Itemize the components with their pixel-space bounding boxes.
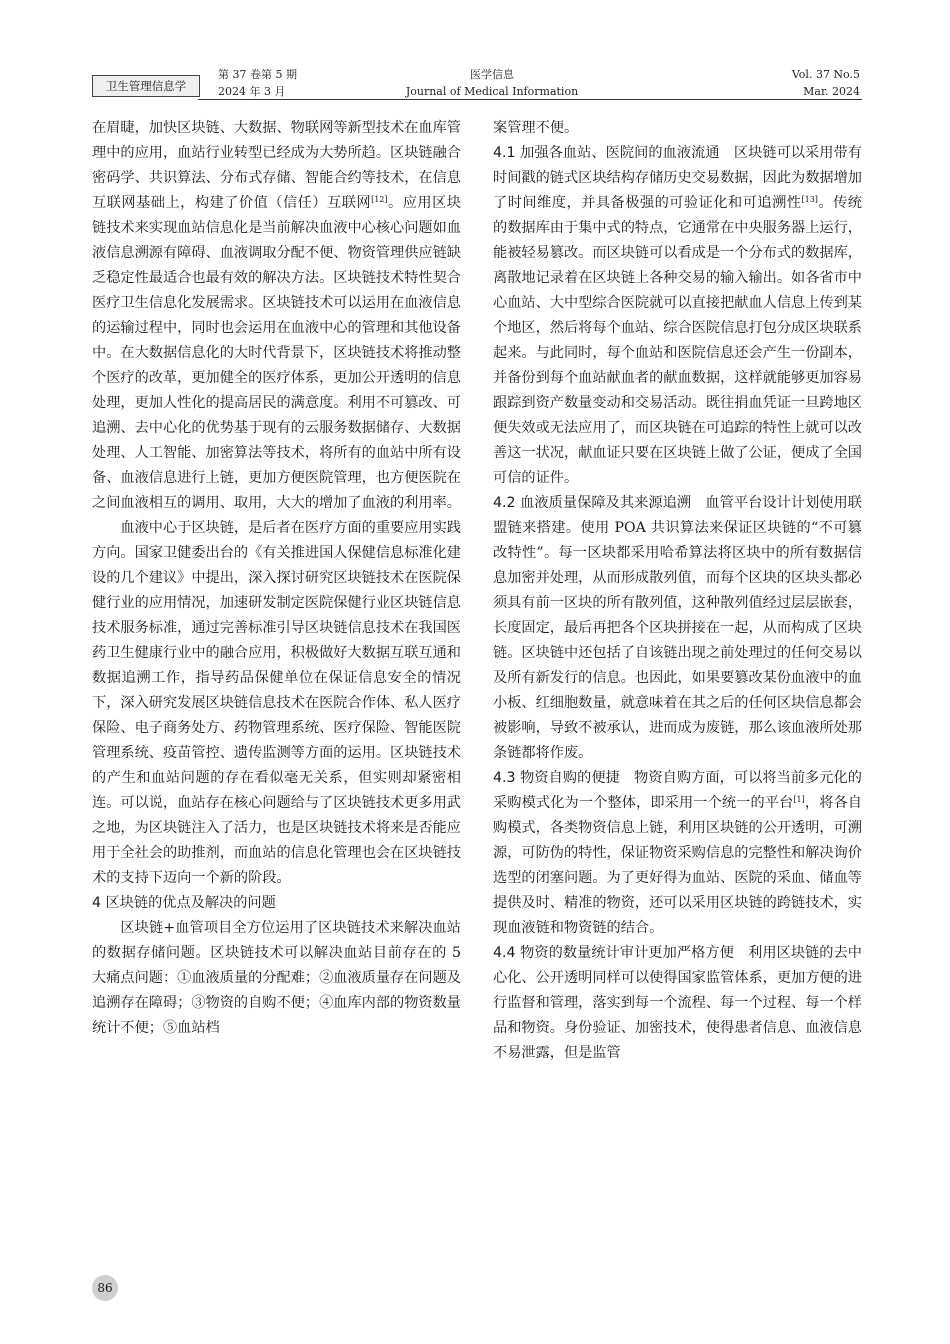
text-run: 在眉睫，加快区块链、大数据、物联网等新型技术在血库管理中的应用，血站行业转型已经成为大势所趋。区块链融合密码学、共识算法、分布式存储、智能合约等技术，在信息互联网基础上，构建了价值（信任）互联网 [92,120,461,211]
text-run: 。传统的数据库由于集中式的特点，它通常在中央服务器上运行，能被轻易篡改。而区块链可以看成是一个分布式的数据库，离散地记录着在区块链上各种交易的输入输出。如各省市中心血站、大中型综合医院就可以直接把献血人信息上传到某个地区，然后将每个血站、综合医院信息打包分成区块联系起来。与此同时，每个血站和医院信息还会产生一份副本，并备份到每个血站献血者的献血数据，这样就能够更加容易跟踪到资产数量变动和交易活动。既往捐血凭证一旦跨地区便失效或无法应用了，而区块链在可追踪的特性上就可以改善这一状况，献血证只要在区块链上做了公证，便成了全国可信的证件。 [493,195,862,486]
volume-issue-block [218,66,297,100]
journal-title-block [392,66,592,100]
subsection-heading: 4.4 物资的数量统计审计更加严格方便 [493,945,734,961]
date-cn: 2024 年 3 月 [218,85,286,98]
text-run: 血管平台设计计划使用联盟链来搭建。使用 POA 共识算法来保证区块链的“不可篡改特性”。每一区块都采用哈希算法将区块中的所有数据信息加密并处理，从而形成散列值，而每个区块的区块头都必须具有前一区块的所有散列值，这种散列值经过层层嵌套，长度固定，最后再把各个区块拼接在一起，从而构成了区块链。区块链中还包括了自该链出现之前处理过的任何交易以及所有新发行的信息。也因此，如果要篡改某份血液中的血小板、红细胞数量，就意味着在其之后的任何区块信息都会被影响，导致不被承认，进而成为废链，那么该血液所处那条链都将作废。 [493,495,862,761]
paragraph: 血液中心于区块链，是后者在医疗方面的重要应用实践方向。国家卫健委出台的《有关推进国人保健信息标准化建设的几个建议》中提出，深入探讨研究区块链技术在医院保健行业的应用情况，加速研发制定医院保健行业区块链信息技术服务标准，通过完善标准引导区块链信息技术在我国医药卫生健康行业中的融合应用，积极做好大数据互联互通和数据追溯工作，指导药品保健单位在保证信息安全的情况下，深入研究发展区块链信息技术在医院合作体、私人医疗保险、电子商务处方、药物管理系统、医疗保险、智能医院管理系统、疫苗管控、遗传监测等方面的运用。区块链技术的产生和血站问题的存在看似毫无关系，但实则却紧密相连。可以说，血站存在核心问题给与了区块链技术更多用武之地，为区块链注入了活力，也是区块链技术将来是否能应用于全社会的助推剂，而血站的信息化管理也会在区块链技术的支持下迈向一个新的阶段。 [92,520,461,886]
citation: [1] [793,795,805,804]
subsection-heading: 4.3 物资自购的便捷 [493,770,620,786]
header-rule [198,99,862,100]
subsection-heading: 4.1 加强各血站、医院间的血液流通 [493,145,720,161]
text-run: 区块链可以采用带有时间戳的链式区块结构存储历史交易数据，因此为数据增加了时间维度，并具备极强的可验证化和可追溯性 [493,145,862,211]
citation: [13] [801,195,818,204]
journal-title-en: Journal of Medical Information [405,85,579,98]
text-run: 。应用区块链技术来实现血站信息化是当前解决血液中心核心问题如血液信息溯源有障碍、血液调取分配不便、物资管理供应链缺乏稳定性最适合也最有效的解决方法。区块链技术特性契合医疗卫生信息化发展需求。区块链技术可以运用在血液信息的运输过程中，同时也会运用在血液中心的管理和其他设备中。在大数据信息化的大时代背景下，区块链技术将推动整个医疗的改革，更加健全的医疗体系，更加公开透明的信息处理，更加人性化的提高居民的满意度。利用不可篡改、可追溯、去中心化的优势基于现有的云服务数据储存、大数据处理、人工智能、加密算法等技术，将所有的血站中所有设备、血液信息进行上链，更加方便医院管理，也方便医院在之间血液相互的调用、取用，大大的增加了血液的利用率。 [92,195,461,511]
left-column [92,116,461,1041]
volume-en: Vol. 37 No.5 [791,68,860,81]
subsection-4-2 [493,491,862,766]
volume-issue: 第 37 卷第 5 期 [218,68,297,81]
right-column [493,116,862,1066]
paragraph [92,116,461,516]
subsection-4-3 [493,766,862,941]
page-number: 86 [92,1275,118,1301]
subsection-4-4 [493,941,862,1066]
text-run: ，将各自购模式，各类物资信息上链，利用区块链的公开透明，可溯源，可防伪的特性，保证物资采购信息的完整性和解决询价选型的闭塞问题。为了更好得为血站、医院的采血、储血等提供及时、精准的物资，还可以采用区块链的跨链技术，实现血液链和物资链的结合。 [493,795,862,936]
date-en: Mar. 2024 [803,85,860,98]
section-heading: 4 区块链的优点及解决的问题 [92,895,276,911]
subsection-4-1 [493,141,862,491]
citation: [12] [371,195,388,204]
page-header [92,64,862,100]
volume-en-block [792,66,860,100]
text-run: 利用区块链的去中心化、公开透明同样可以使得国家监管体系，更加方便的进行监督和管理，落实到每一个流程、每一个过程、每一个样品和物资。身份验证、加密技术，使得患者信息、血液信息不易泄露，但是监管 [493,945,862,1061]
section-badge: 卫生管理信息学 [92,75,200,97]
text-run: 物资自购方面，可以将当前多元化的采购模式化为一个整体，即采用一个统一的平台 [493,770,862,811]
paragraph: 区块链+血管项目全方位运用了区块链技术来解决血站的数据存储问题。区块链技术可以解决血站目前存在的 5 大痛点问题：①血液质量的分配难；②血液质量存在问题及追溯存在障碍；③物资的自购不便；④血库内部的物资数量统计不便；⑤血站档 [92,920,461,1036]
subsection-heading: 4.2 血液质量保障及其来源追溯 [493,495,692,511]
journal-title-cn: 医学信息 [470,68,514,81]
paragraph: 案管理不便。 [493,120,579,136]
